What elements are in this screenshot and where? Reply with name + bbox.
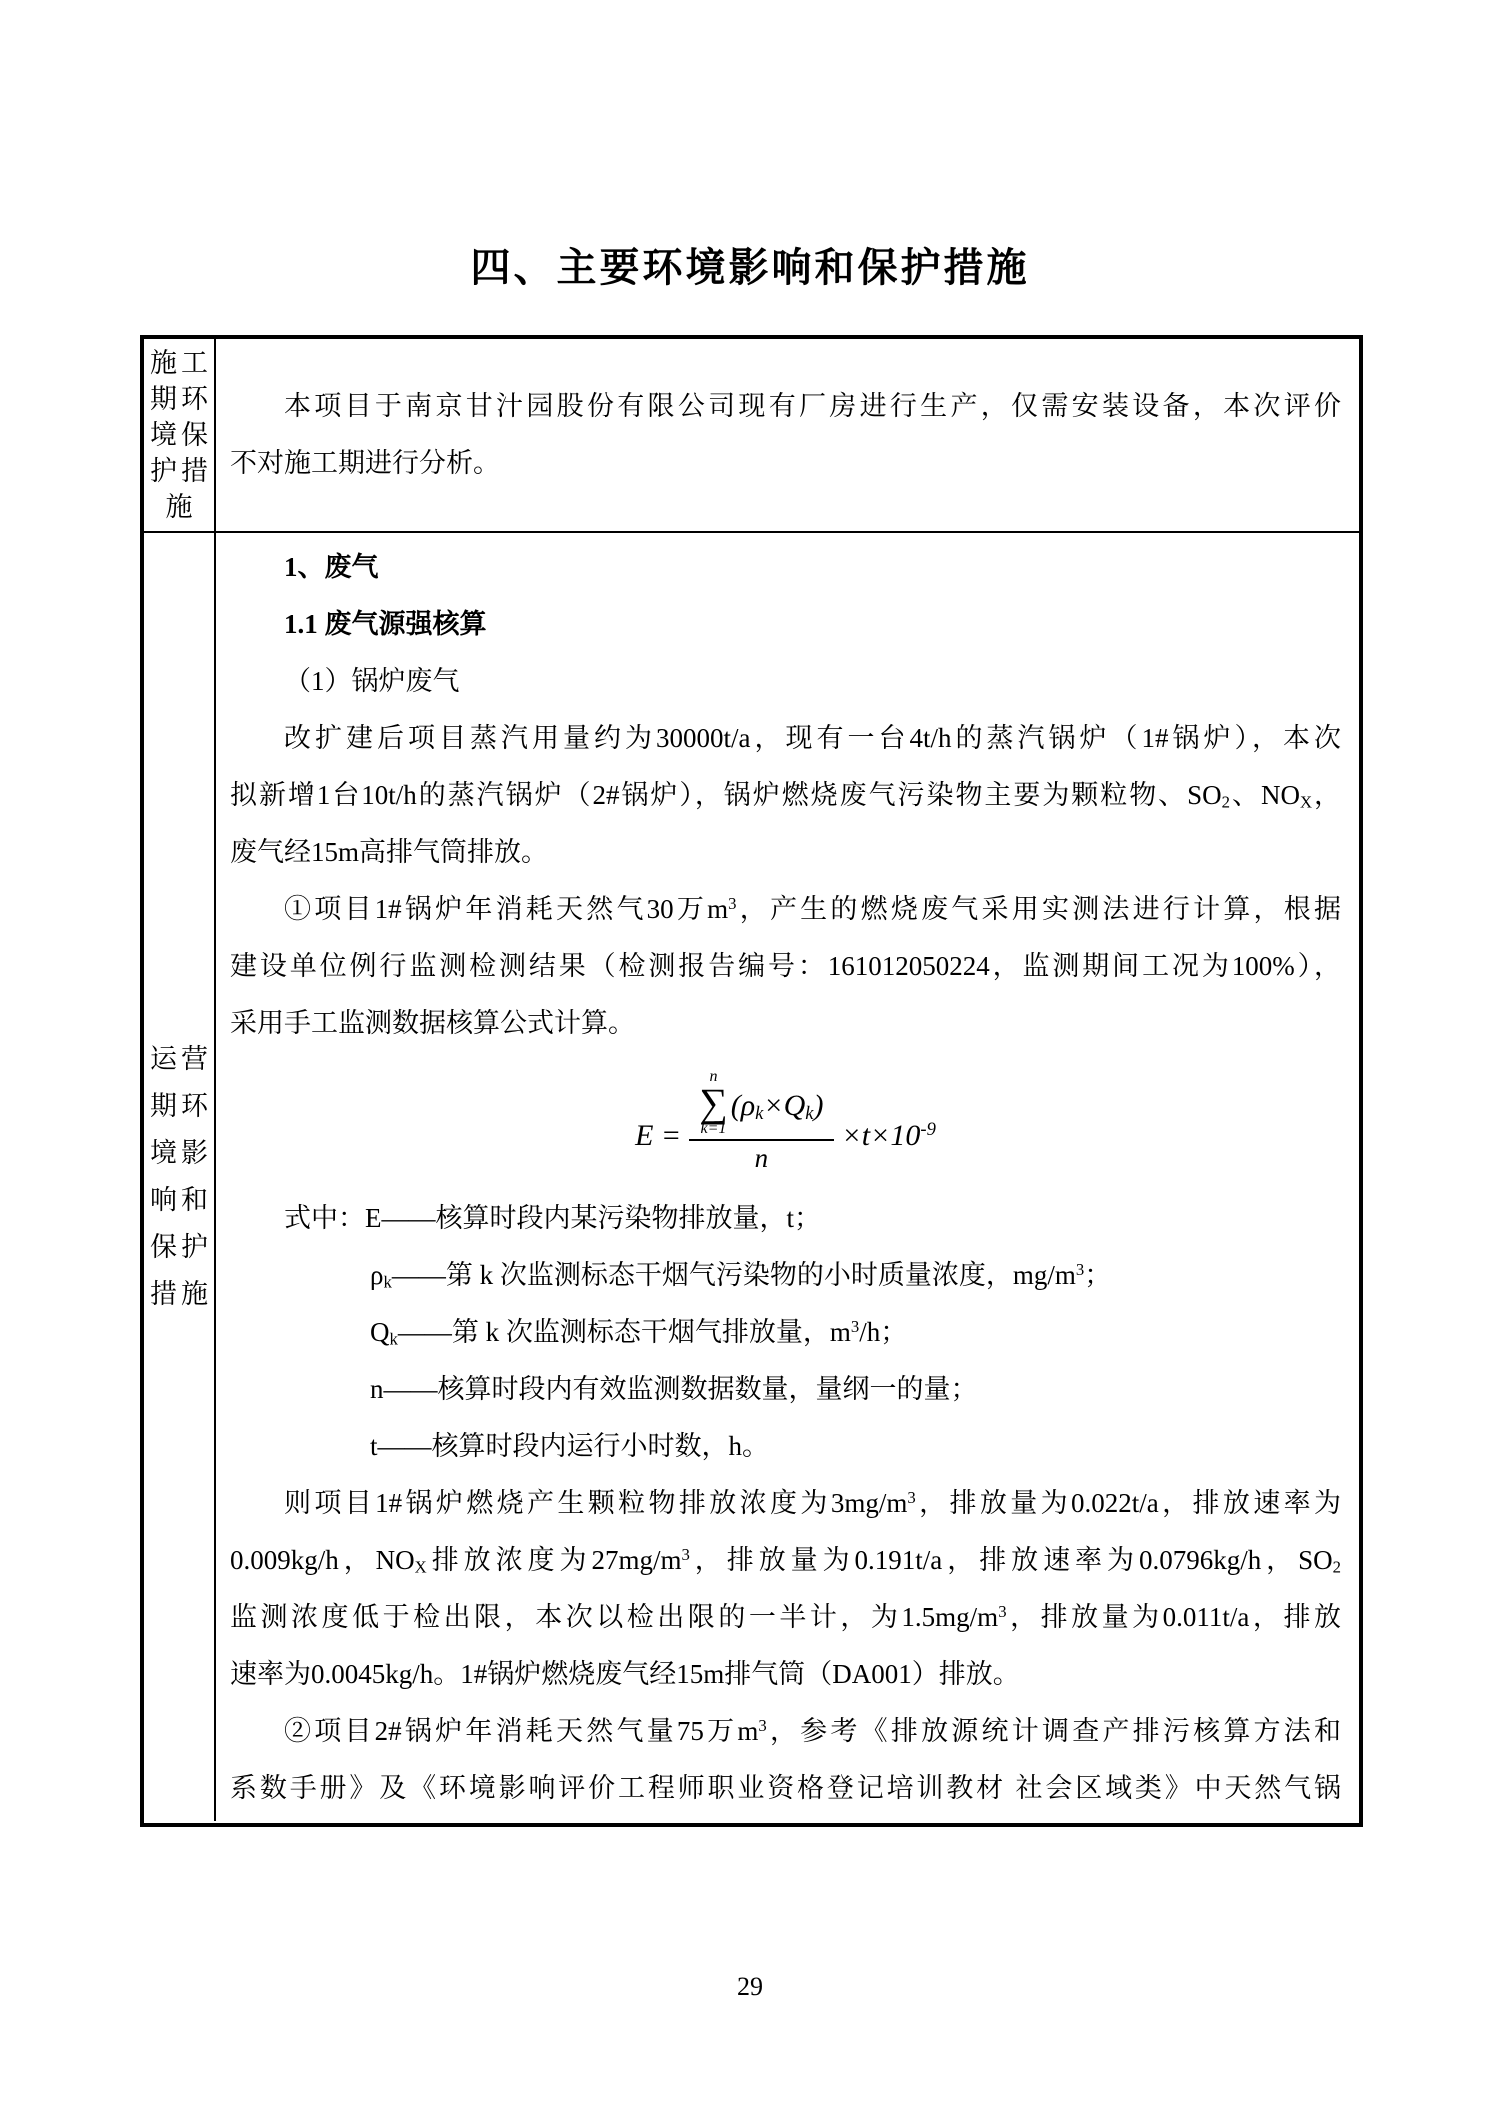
text-line: ②项目2#锅炉年消耗天然气量75万$m^3$，参考《排放源统计调查产排污核算方法和 xyxy=(284,1715,1341,1746)
row-label-line: 期环 xyxy=(150,384,212,414)
text-line: 采用手工监测数据核算公式计算。 xyxy=(230,1008,635,1038)
text-line: 不对施工期进行分析。 xyxy=(230,448,500,478)
summation-upper-limit: n xyxy=(709,1067,718,1085)
formula-lhs: E = xyxy=(635,1119,682,1152)
row-label-line: 响和 xyxy=(150,1185,212,1215)
row-content-construction-period xyxy=(216,339,1359,531)
text-line: （1）锅炉废气 xyxy=(284,666,460,696)
operation-period-row xyxy=(144,533,1359,1821)
text-line: 0.009kg/h，$NO_X$排放浓度为$27mg/m^3$，排放量为0.191t/a，排放速率为0.0796kg/h，$SO_2$ xyxy=(230,1544,1341,1577)
formula-numerator xyxy=(689,1069,833,1141)
impact-measures-table xyxy=(140,335,1363,1827)
text-line: ①项目1#锅炉年消耗天然气30万$m^3$，产生的燃烧废气采用实测法进行计算，根据 xyxy=(284,893,1341,924)
row-label-line: 期环 xyxy=(150,1091,212,1121)
row-label-line: 护措 xyxy=(150,456,212,486)
summation-lower-limit: k=1 xyxy=(700,1119,727,1137)
text-line: 监测浓度低于检出限，本次以检出限的一半计，为$1.5mg/m^3$，排放量为0.011t/a，排放 xyxy=(230,1601,1341,1632)
text-line: 则项目1#锅炉燃烧产生颗粒物排放浓度为$3mg/m^3$，排放量为0.022t/a，排放速率为 xyxy=(284,1487,1341,1518)
operation-text-after-formula xyxy=(230,1190,1341,1817)
emission-calculation-formula xyxy=(230,1052,1341,1190)
summation-symbol xyxy=(699,1069,728,1137)
text-line: 速率为0.0045kg/h。1#锅炉燃烧废气经15m排气筒（DA001）排放。 xyxy=(230,1659,1020,1689)
row-label-line: 运营 xyxy=(150,1044,212,1074)
formula-denominator: n xyxy=(754,1142,769,1173)
row-label-construction-period xyxy=(144,339,216,531)
text-line: $\rho_k——$第 k 次监测标态干烟气污染物的小时质量浓度，$mg/m^3$； xyxy=(370,1259,1112,1292)
sigma-icon: ∑ xyxy=(699,1079,728,1125)
text-line: 建设单位例行监测检测结果（检测报告编号：161012050224，监测期间工况为100%）， xyxy=(230,951,1341,981)
text-line: 本项目于南京甘汁园股份有限公司现有厂房进行生产，仅需安装设备，本次评价 xyxy=(284,391,1341,421)
row-content-operation-period xyxy=(216,533,1359,1821)
text-line: n——核算时段内有效监测数据数量，量纲一的量； xyxy=(370,1374,978,1404)
construction-period-row xyxy=(144,339,1359,533)
text-line: 改扩建后项目蒸汽用量约为30000t/a，现有一台4t/h的蒸汽锅炉（1#锅炉），本次 xyxy=(284,723,1341,753)
row-label-operation-period xyxy=(144,533,216,1821)
text-line: 废气经15m高排气筒排放。 xyxy=(230,837,549,867)
formula-multiplier: $\times t\times 10^{-9}$ xyxy=(841,1118,936,1152)
row-label-line: 境影 xyxy=(150,1138,212,1168)
page-title: 四、主要环境影响和保护措施 xyxy=(470,246,1030,290)
row-label-line: 保护 xyxy=(150,1232,212,1262)
text-line: 1.1 废气源强核算 xyxy=(284,609,487,639)
formula-fraction xyxy=(689,1069,833,1174)
formula-summand: $(\rho_k\times Q_k)$ xyxy=(730,1088,824,1124)
operation-text-before-formula xyxy=(230,539,1341,1052)
text-line: 系数手册》及《环境影响评价工程师职业资格登记培训教材 社会区域类》中天然气锅 xyxy=(230,1773,1341,1803)
text-line: 式中：E——核算时段内某污染物排放量，t； xyxy=(284,1203,821,1233)
row-label-line: 施 xyxy=(165,492,197,522)
text-line: $Q_k——$第 k 次监测标态干烟气排放量，$m^3/h$； xyxy=(370,1316,908,1349)
page-number: 29 xyxy=(737,1972,763,2001)
row-label-line: 境保 xyxy=(150,420,212,450)
text-line: t——核算时段内运行小时数，h。 xyxy=(370,1431,770,1461)
text-line: 拟新增1台10t/h的蒸汽锅炉（2#锅炉），锅炉燃烧废气污染物主要为颗粒物、$SO_2$、$NO_X$， xyxy=(230,780,1341,812)
row-label-line: 措施 xyxy=(150,1279,212,1309)
text-line: 1、废气 xyxy=(284,552,379,582)
row-label-line: 施工 xyxy=(150,348,212,378)
